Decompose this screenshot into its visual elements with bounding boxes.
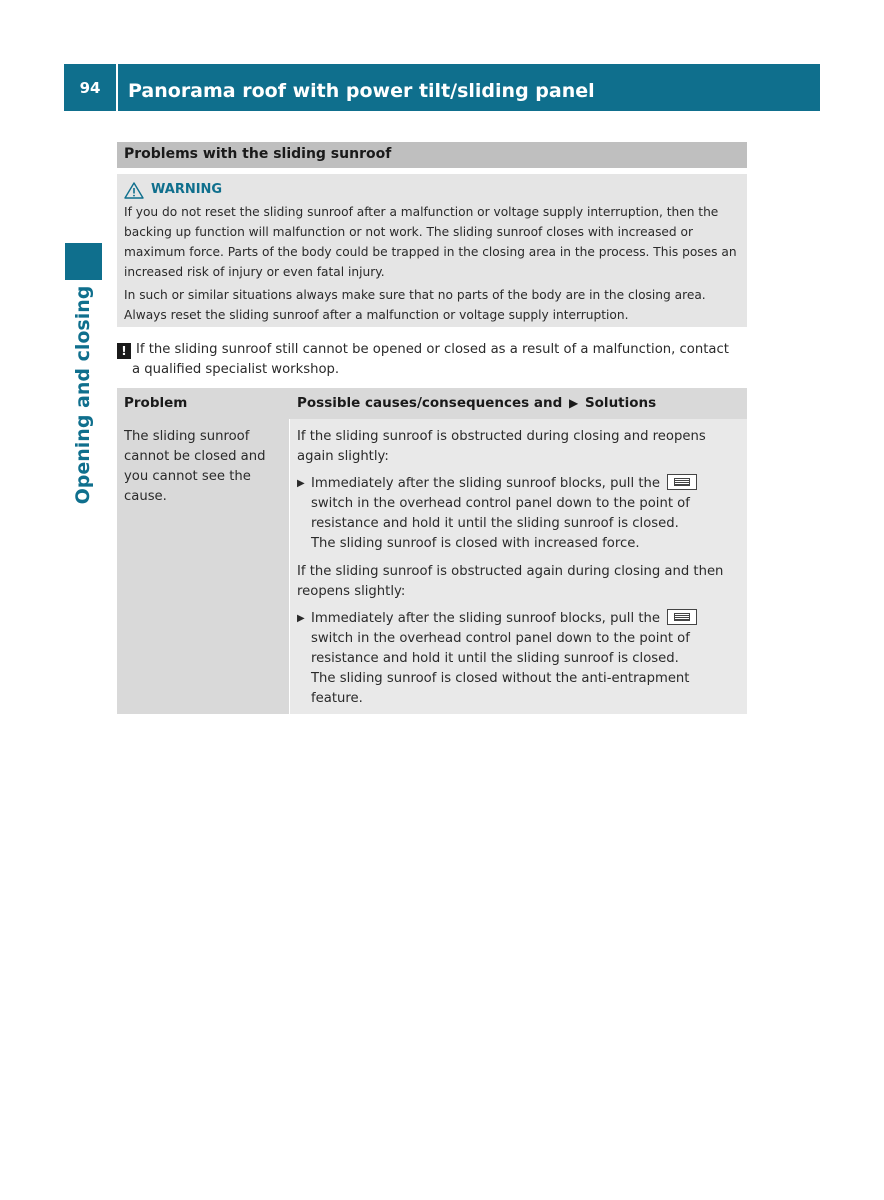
chapter-side-label: Opening and closing [72,285,94,505]
step-text: Immediately after the sliding sunroof blocks, pull the [311,611,660,626]
step-text: switch in the overhead control panel down to the point of resistance and hold it until the sliding sunroof is closed. [311,631,690,666]
page-title: Panorama roof with power tilt/sliding panel [118,64,820,111]
page-number: 94 [64,64,116,111]
sunroof-switch-icon [667,474,697,490]
warning-label: WARNING [151,182,223,197]
column-header-problem: Problem [124,395,188,411]
warning-paragraph: If you do not reset the sliding sunroof after a malfunction or voltage supply interruption, then the backing up function will malfunction or not work. The sliding sunroof closes with increased or maximum force. Parts of the body could be trapped in the closing area in the process. This poses an increased risk of injury or even fatal injury. [124,205,737,279]
chapter-tab-marker [65,243,102,280]
solutions-table [117,388,747,714]
warning-title-row [124,178,741,202]
step-arrow-icon: ▶ [297,613,305,624]
step-text: Immediately after the sliding sunroof blocks, pull the [311,476,660,491]
page-header [64,64,820,111]
column-header-solutions-text: Solutions [584,395,657,411]
step-text: switch in the overhead control panel down to the point of resistance and hold it until the sliding sunroof is closed. [311,496,690,531]
warning-box [117,174,747,327]
solution-cell [290,419,747,714]
column-header-causes [297,395,656,411]
step-result: The sliding sunroof is closed with increased force. [311,536,640,551]
notice-block [117,340,749,380]
column-header-causes-text: Possible causes/consequences and [297,395,563,411]
triangle-right-icon: ▶ [569,396,579,410]
step-arrow-icon: ▶ [297,478,305,489]
table-header-row [117,388,747,419]
notice-text: a qualified specialist workshop. [132,362,340,377]
warning-paragraph: In such or similar situations always make sure that no parts of the body are in the closing area. Always reset the sliding sunroof after a malfunction or voltage supply interruption. [124,288,706,322]
solution-intro: If the sliding sunroof is obstructed during closing and reopens again slightly: [297,429,706,464]
warning-triangle-icon [124,182,144,199]
section-heading: Problems with the sliding sunroof [117,142,747,168]
solution-step [297,474,741,562]
problem-cell: The sliding sunroof cannot be closed and you cannot see the cause. [117,419,289,714]
solution-intro: If the sliding sunroof is obstructed again during closing and then reopens slightly: [297,564,724,599]
sunroof-switch-icon [667,609,697,625]
exclamation-icon: ! [117,343,131,359]
notice-text: If the sliding sunroof still cannot be opened or closed as a result of a malfunction, contact [136,342,729,357]
step-result: The sliding sunroof is closed without the anti-entrapment feature. [311,671,690,706]
solution-step [297,609,741,709]
